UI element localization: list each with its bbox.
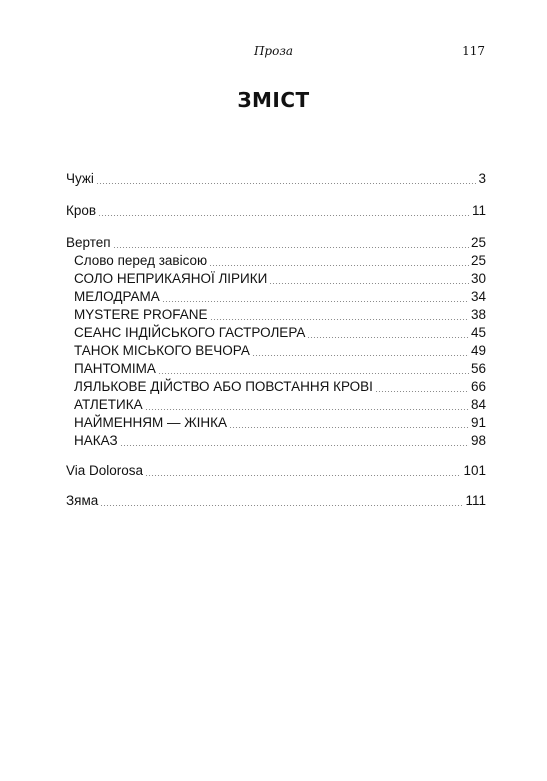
toc-entry-label: Слово перед завісою [74,253,208,268]
dot-leader [162,301,469,302]
toc-subentry [74,396,486,414]
toc-entry-page-number: 91 [470,415,486,430]
dot-leader [269,283,469,284]
toc-entry-page-number: 111 [465,493,486,508]
toc-entry-page-number: 25 [470,253,486,268]
toc-subentry [74,360,486,378]
dot-leader [145,475,461,476]
dot-leader [100,505,463,506]
toc-subentry [74,432,486,450]
toc-subentry [74,414,486,432]
toc-entry-label: СОЛО НЕПРИКАЯНОЇ ЛІРИКИ [74,271,268,286]
toc-entry-page-number: 49 [470,343,486,358]
toc-entry [66,234,486,252]
toc-subentry [74,288,486,306]
dot-leader [375,391,469,392]
toc-entry-label: АТЛЕТИКА [74,397,143,412]
toc-entry-page-number: 3 [478,171,486,186]
toc-entry [66,492,486,510]
toc-entry [66,202,486,220]
toc-entry-label: Зяма [66,493,99,508]
toc-entry-label: ПАНТОМІМА [74,361,156,376]
toc-entry-label: ЛЯЛЬКОВЕ ДІЙСТВО АБО ПОВСТАННЯ КРОВІ [74,379,373,394]
dot-leader [209,265,469,266]
toc-entry-page-number: 34 [470,289,486,304]
toc-entry-label: НАЙМЕННЯМ — ЖІНКА [74,415,228,430]
toc-entry-page-number: 45 [470,325,486,340]
dot-leader [307,337,469,338]
toc-entry-label: ТАНОК МІСЬКОГО ВЕЧОРА [74,343,250,358]
toc-entry-page-number: 66 [470,379,486,394]
running-title: Проза [253,44,294,58]
toc-entry-page-number: 11 [471,203,486,218]
toc-subentry [74,378,486,396]
toc-entry-page-number: 38 [470,307,486,322]
dot-leader [120,445,469,446]
toc-subentry [74,342,486,360]
toc-entry-page-number: 56 [470,361,486,376]
toc-entry-label: СЕАНС ІНДІЙСЬКОГО ГАСТРОЛЕРА [74,325,306,340]
toc-entry-page-number: 30 [470,271,486,286]
toc-entry-page-number: 84 [470,397,486,412]
page-header [0,42,547,62]
dot-leader [98,215,470,216]
toc-subentry [74,306,486,324]
toc-entry-page-number: 25 [470,235,486,250]
toc-entry-page-number: 98 [470,433,486,448]
toc-entry-label: Via Dolorosa [66,463,144,478]
toc-entry [66,170,486,188]
toc-title: ЗМІСТ [237,88,310,112]
toc-entry-label: Чужі [66,171,94,186]
dot-leader [145,409,469,410]
dot-leader [158,373,469,374]
toc-entry-label: МЕЛОДРАМА [74,289,160,304]
dot-leader [229,427,469,428]
toc-entry-label: Вертеп [66,235,111,250]
dot-leader [210,319,469,320]
toc-entry-page-number: 101 [463,463,486,478]
page-number: 117 [462,44,485,58]
toc-subentry [74,252,486,270]
toc-entry [66,462,486,480]
toc-subentry [74,270,486,288]
dot-leader [252,355,469,356]
toc-entry-label: НАКАЗ [74,433,118,448]
toc-entry-label: MYSTERE PROFANE [74,307,208,322]
dot-leader [96,183,477,184]
toc-entry-label: Кров [66,203,97,218]
dot-leader [113,247,469,248]
toc-subentry [74,324,486,342]
